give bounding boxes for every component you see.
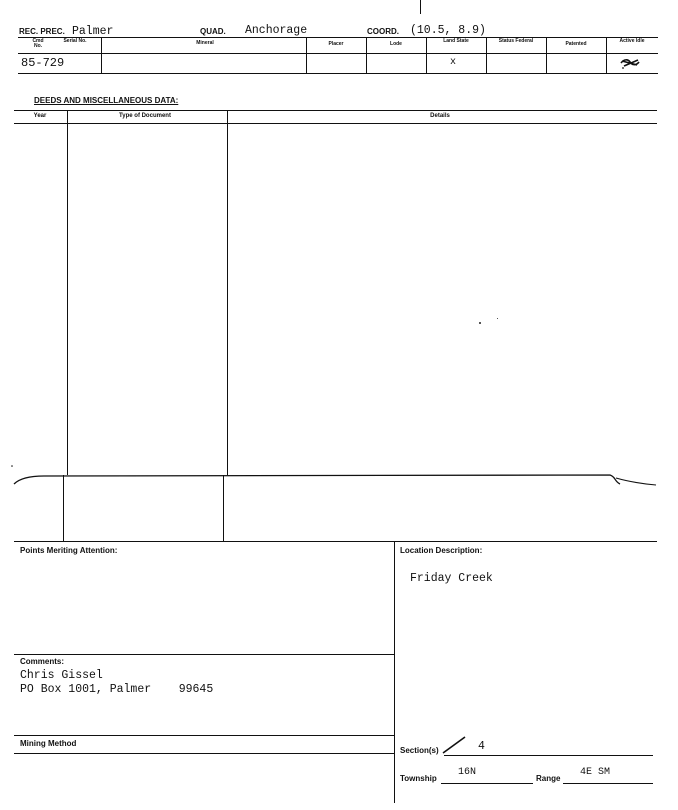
deeds-col-year: Year — [33, 113, 47, 119]
land-state-mark: x — [450, 57, 457, 68]
comments-label: Comments: — [20, 657, 65, 666]
top-tick — [420, 0, 421, 14]
col-divider — [101, 37, 102, 73]
location-value: Friday Creek — [410, 572, 493, 585]
col-divider — [486, 37, 487, 73]
section-value: 4 — [478, 740, 485, 753]
deeds-col-type: Type of Document — [119, 113, 171, 119]
coord-label: COORD. — [367, 27, 399, 36]
section-line — [444, 755, 653, 756]
col-placer: Placer — [328, 41, 344, 47]
bottom-divider — [394, 541, 395, 803]
deeds-col-details: Details — [430, 113, 450, 119]
page-seam — [0, 464, 678, 494]
column-header-rule — [18, 53, 658, 54]
range-label: Range — [536, 774, 561, 783]
quad-value: Anchorage — [245, 24, 308, 37]
comments-line-2: PO Box 1001, Palmer 99645 — [20, 683, 214, 696]
section-label: Section(s) — [400, 746, 439, 755]
header-rule — [18, 37, 658, 38]
township-value: 16N — [458, 767, 477, 778]
col-patented: Patented — [565, 41, 587, 47]
bottom-top-rule — [14, 541, 657, 542]
col-active-idle: Active Idle — [619, 38, 645, 44]
deeds-header-rule — [14, 123, 657, 124]
col-lode: Lode — [390, 41, 402, 47]
speck — [497, 318, 498, 319]
deeds-col-divider — [67, 110, 68, 475]
col-divider — [606, 37, 607, 73]
col-land-state: Land State — [443, 38, 469, 44]
range-line — [563, 783, 653, 784]
township-label: Township — [400, 774, 437, 783]
location-label: Location Description: — [400, 546, 483, 555]
active-idle-scribble — [618, 57, 642, 70]
mining-top-rule — [14, 735, 394, 736]
comments-rule — [14, 654, 394, 655]
comments-line-1: Chris Gissel — [20, 669, 103, 682]
col-serial-no: Serial No. — [63, 38, 87, 44]
points-label: Points Meriting Attention: — [20, 546, 118, 555]
deeds-title: DEEDS AND MISCELLANEOUS DATA: — [34, 96, 179, 105]
col-status-federal: Status Federal — [498, 38, 534, 44]
col-divider — [546, 37, 547, 73]
col-cmd-no: Cmd No. — [32, 38, 44, 49]
claim-row-rule — [18, 73, 658, 74]
col-divider — [366, 37, 367, 73]
rec-prec-value: Palmer — [72, 25, 114, 38]
deeds-top-rule — [14, 110, 657, 111]
col-divider — [306, 37, 307, 73]
section-slash — [440, 735, 468, 755]
mining-label: Mining Method — [20, 739, 77, 748]
cmd-no-value: 85-729 — [21, 56, 65, 70]
rec-prec-label: REC. PREC. — [19, 27, 65, 36]
mining-bottom-rule — [14, 753, 394, 754]
coord-value: (10.5, 8.9) — [410, 24, 486, 37]
deeds-col-divider — [227, 110, 228, 475]
speck — [479, 322, 481, 324]
col-mineral: Mineral — [196, 40, 214, 46]
quad-label: QUAD. — [200, 27, 226, 36]
range-value: 4E SM — [580, 767, 611, 778]
col-divider — [426, 37, 427, 73]
township-line — [441, 783, 533, 784]
